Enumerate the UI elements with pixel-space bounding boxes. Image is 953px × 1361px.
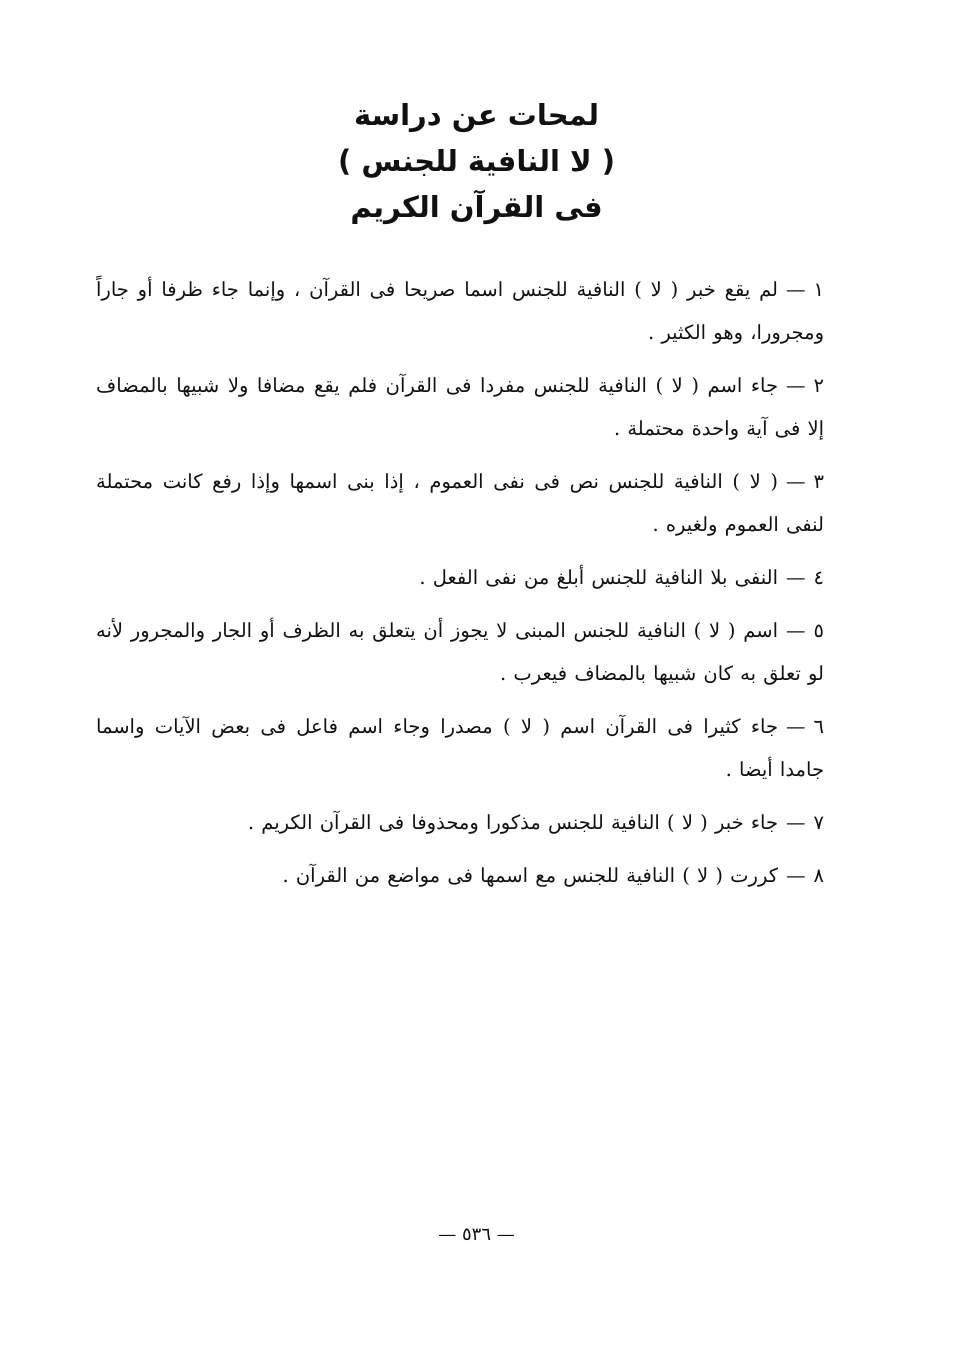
item-number: ٢ <box>813 374 824 397</box>
dash-separator: — <box>786 470 806 493</box>
item-number: ٣ <box>813 470 824 493</box>
item-text: جاء اسم ( لا ) النافية للجنس مفردا فى القرآن فلم يقع مضافا ولا شبيها بالمضاف إلا فى آية واحدة محتملة . <box>96 374 824 440</box>
item-text: اسم ( لا ) النافية للجنس المبنى لا يجوز أن يتعلق به الظرف أو الجار والمجرور لأنه لو تعلق به كان شبيها بالمضاف فيعرب . <box>96 619 824 685</box>
dash-separator: — <box>786 715 806 738</box>
dash-separator: — <box>786 619 806 642</box>
item-number: ٥ <box>813 619 824 642</box>
list-item <box>96 801 824 844</box>
item-text: ( لا ) النافية للجنس نص فى نفى العموم ، إذا بنى اسمها وإذا رفع كانت محتملة لنفى العموم ولغيره . <box>96 470 824 536</box>
list-item <box>96 556 824 599</box>
list-item <box>96 364 824 450</box>
dash-separator: — <box>786 566 806 589</box>
list-item <box>96 268 824 354</box>
list-item <box>96 460 824 546</box>
title-line-3: فى القرآن الكريم <box>350 190 603 224</box>
item-number: ١ <box>813 278 824 301</box>
item-number: ٦ <box>813 715 824 738</box>
list-item <box>96 705 824 791</box>
title-block <box>0 92 953 230</box>
findings-list <box>96 268 824 907</box>
item-text: كررت ( لا ) النافية للجنس مع اسمها فى مواضع من القرآن . <box>282 864 779 887</box>
item-number: ٤ <box>813 566 824 589</box>
item-text: جاء خبر ( لا ) النافية للجنس مذكورا ومحذوفا فى القرآن الكريم . <box>247 811 779 834</box>
list-item <box>96 854 824 897</box>
title-line-1: لمحات عن دراسة <box>354 98 599 132</box>
dash-separator: — <box>786 864 806 887</box>
page-number: — ٥٣٦ — <box>438 1224 515 1245</box>
item-text: جاء كثيرا فى القرآن اسم ( لا ) مصدرا وجاء اسم فاعل فى بعض الآيات واسما جامدا أيضا . <box>96 715 824 781</box>
item-number: ٧ <box>813 811 824 834</box>
title-line-2: ( لا النافية للجنس ) <box>338 144 615 178</box>
dash-separator: — <box>786 278 806 301</box>
item-text: لم يقع خبر ( لا ) النافية للجنس اسما صريحا فى القرآن ، وإنما جاء ظرفا أو جاراً ومجرورا، وهو الكثير . <box>96 278 824 344</box>
item-text: النفى بلا النافية للجنس أبلغ من نفى الفعل . <box>419 566 779 589</box>
item-number: ٨ <box>813 864 824 887</box>
list-item <box>96 609 824 695</box>
dash-separator: — <box>786 374 806 397</box>
dash-separator: — <box>786 811 806 834</box>
